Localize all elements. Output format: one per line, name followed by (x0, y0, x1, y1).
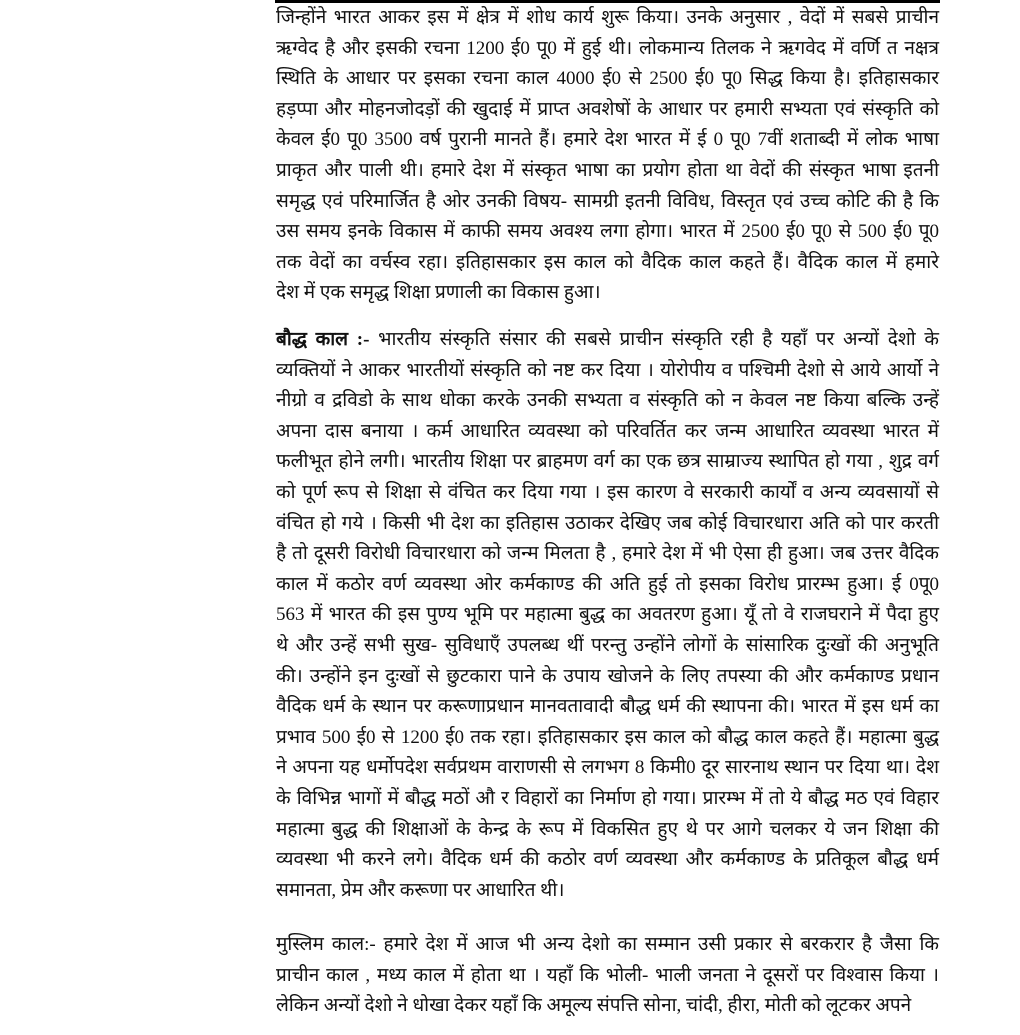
line-text: है तो दूसरी विरोधी विचारधारा को जन्म मिलता है , हमारे देश में भी ऐसा ही हुआ। जब उत्तर वैदिक (276, 543, 939, 565)
line-text: ने अपना यह धर्मोपदेश सर्वप्रथम वाराणसी से लगभग 8 किमी0 दूर सारनाथ स्थान पर दिया था। देश (276, 757, 939, 779)
text-line (276, 190, 939, 214)
text-line (276, 818, 939, 842)
line-text: फलीभूत होने लगी। भारतीय शिक्षा पर ब्राहमण वर्ग का एक छत्र साम्राज्य स्थापित हो गया , शुद्र वर्ग (276, 451, 939, 473)
line-text: केवल ई0 पू0 3500 वर्ष पुरानी मानते हैं। हमारे देश भारत में ई 0 पू0 7वीं शताब्दी में लोक भाषा (276, 129, 939, 151)
line-text: प्राकृत और पाली थी। हमारे देश में संस्कृत भाषा का प्रयोग होता था वेदों की संस्कृत भाषा इतनी (276, 160, 939, 181)
text-line (276, 159, 939, 183)
line-text: अपना दास बनाया । कर्म आधारित व्यवस्था को परिवर्तित कर जन्म आधारित व्यवस्था भारत में (276, 420, 939, 442)
line-text: को पूर्ण रूप से शिक्षा से वंचित कर दिया गया । इस कारण वे सरकारी कार्यों व अन्य व्यवसायों से (276, 482, 939, 503)
text-line (276, 634, 939, 658)
line-text: समानता, प्रेम और करूणा पर आधारित थी। (276, 879, 565, 901)
line-text: हड़प्पा और मोहनजोदड़ों की खुदाई में प्राप्त अवशेषों के आधार पर हमारी सभ्यता एवं संस्कृति को (276, 98, 939, 120)
text-line (276, 389, 939, 413)
line-text: स्थिति के आधार पर इसका रचना काल 4000 ई0 से 2500 ई0 पू0 सिद्ध किया है। इतिहासकार (276, 68, 939, 90)
line-text: मुस्लिम काल:- हमारे देश में आज भी अन्य देशो का सम्मान उसी प्रकार से बरकरार है जैसा कि (276, 934, 939, 955)
text-line (276, 848, 939, 872)
line-text: 563 में भारत की इस पुण्य भूमि पर महात्मा बुद्ध का अवतरण हुआ। यूँ तो वे राजघराने में पैदा हुए (276, 604, 939, 626)
top-rule (275, 0, 940, 3)
line-text: थे और उन्हें सभी सुख- सुविधाएँ उपलब्ध थीं परन्तु उन्होंने लोगों के सांसारिक दुःखों की अनुभूति (276, 635, 939, 656)
text-line (276, 67, 939, 91)
line-text: भारतीय संस्कृति संसार की सबसे प्राचीन संस्कृति रही है यहाँ पर अन्यों देशो के (378, 329, 940, 350)
text-line (276, 879, 939, 903)
text-line (276, 603, 939, 627)
text-line (276, 665, 939, 689)
text-line (276, 251, 939, 275)
text-line (276, 964, 939, 988)
text-line (276, 6, 939, 30)
section-heading: बौद्ध काल :- (276, 329, 370, 350)
line-text: प्राचीन काल , मध्य काल में होता था । यहाँ कि भोली- भाली जनता ने दूसरों पर विश्वास किया । (276, 964, 939, 986)
line-text: महात्मा बुद्ध की शिक्षाओं के केन्द्र के रूप में विकसित हुए थे पर आगे चलकर ये जन शिक्षा की (276, 818, 939, 840)
line-text: उस समय इनके विकास में काफी समय अवश्य लगा होगा। भारत में 2500 ई0 पू0 से 500 ई0 पू0 (276, 221, 939, 243)
text-line (276, 787, 939, 811)
text-line (276, 128, 939, 152)
line-text: समृद्ध एवं परिमार्जित है ओर उनकी विषय- सामग्री इतनी विविध, विस्तृत एवं उच्च कोटि की है कि (276, 190, 939, 212)
text-line (276, 481, 939, 505)
text-line (276, 573, 939, 597)
text-line (276, 756, 939, 780)
line-text: की। उन्होंने इन दुःखों से छुटकारा पाने के उपाय खोजने के लिए तपस्या की और कर्मकाण्ड प्रधान (276, 665, 939, 687)
text-line (276, 450, 939, 474)
text-line (276, 933, 939, 957)
line-text: के विभिन्न भागों में बौद्ध मठों औ र विहारों का निर्माण हो गया। प्रारम्भ में तो ये बौद्ध मठ एवं विहार (276, 788, 939, 809)
line-text: वंचित हो गये । किसी भी देश का इतिहास उठाकर देखिए जब कोई विचारधारा अति को पार करती (276, 512, 939, 534)
line-text: देश में एक समृद्ध शिक्षा प्रणाली का विकास हुआ। (276, 282, 601, 304)
text-line (276, 359, 939, 383)
line-text: काल में कठोर वर्ण व्यवस्था ओर कर्मकाण्ड की अति हुई तो इसका विरोध प्रारम्भ हुआ। ई 0पू0 (276, 573, 939, 595)
line-text: प्रभाव 500 ई0 से 1200 ई0 तक रहा। इतिहासकार इस काल को बौद्ध काल कहते हैं। महात्मा बुद्ध (276, 726, 939, 748)
line-text: नीग्रो व द्रविडो के साथ धोका करके उनकी सभ्यता व संस्कृति को न केवल नष्ट किया बल्कि उन्हें (276, 390, 939, 412)
text-line (276, 512, 939, 536)
text-line (276, 37, 939, 61)
line-text: ऋग्वेद है और इसकी रचना 1200 ई0 पू0 में हुई थी। लोकमान्य तिलक ने ऋगवेद में वर्णि त नक्षत्र (276, 37, 939, 59)
line-text: व्यक्तियों ने आकर भारतीयों संस्कृति को नष्ट कर दिया । योरोपीय व पश्चिमी देशो से आये आर्यो ने (276, 359, 939, 381)
text-line (276, 98, 939, 122)
line-text: वैदिक धर्म के स्थान पर करूणाप्रधान मानवतावादी बौद्ध धर्म की स्थापना की। भारत में इस धर्म का (276, 696, 939, 718)
text-line (276, 281, 939, 305)
text-line (276, 994, 939, 1018)
line-text: जिन्होंने भारत आकर इस में क्षेत्र में शोध कार्य शुरू किया। उनके अनुसार , वेदों में सबसे प्राचीन (276, 7, 939, 28)
text-line (276, 542, 939, 566)
text-line (276, 328, 939, 352)
text-line (276, 420, 939, 444)
text-line (276, 695, 939, 719)
text-line (276, 726, 939, 750)
text-line (276, 220, 939, 244)
line-text: लेकिन अन्यों देशो ने धोखा देकर यहाँ कि अमूल्य संपत्ति सोना, चांदी, हीरा, मोती को लूटकर अपने (276, 995, 912, 1017)
line-text: तक वेदों का वर्चस्व रहा। इतिहासकार इस काल को वैदिक काल कहते हैं। वैदिक काल में हमारे (276, 251, 939, 273)
line-text: व्यवस्था भी करने लगे। वैदिक धर्म की कठोर वर्ण व्यवस्था और कर्मकाण्ड के प्रतिकूल बौद्ध धर्म (276, 849, 939, 871)
